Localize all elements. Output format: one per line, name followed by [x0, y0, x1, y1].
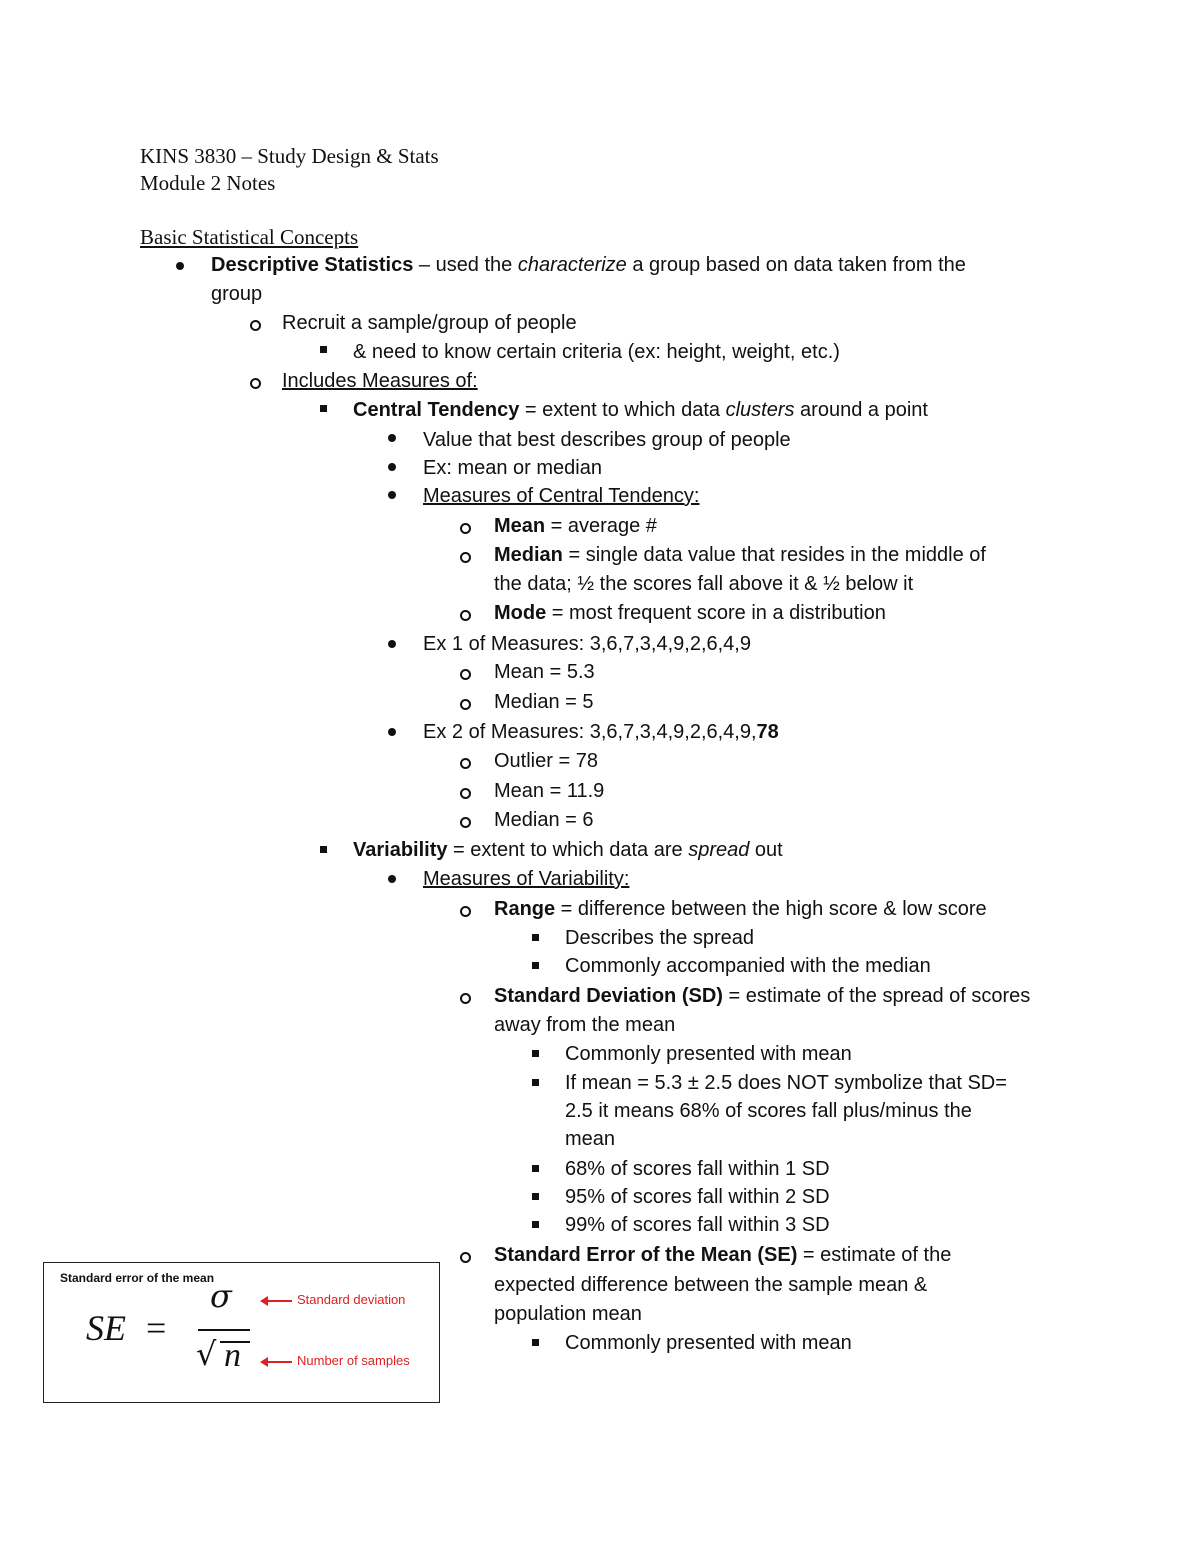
sd-item-4: 95% of scores fall within 2 SD: [565, 1186, 830, 1208]
median-line: [494, 541, 986, 570]
emphasis: spread: [688, 839, 750, 861]
term: Mode: [494, 602, 547, 624]
term: Descriptive Statistics: [211, 254, 414, 276]
bullet-circle-icon: [460, 610, 471, 621]
bullet-circle-icon: [460, 993, 471, 1004]
bullet-disc-icon: [388, 875, 396, 883]
measures-var-line: Measures of Variability:: [423, 868, 630, 890]
bullet-square-icon: [532, 1193, 539, 1200]
sd-line: [494, 982, 1030, 1011]
range-item-2: Commonly accompanied with the median: [565, 955, 931, 977]
bullet-square-icon: [532, 1221, 539, 1228]
text: = single data value that resides in the middle of: [562, 544, 986, 566]
emphasis: clusters: [725, 399, 795, 421]
formula-numerator: σ: [210, 1277, 232, 1315]
bullet-square-icon: [320, 846, 327, 853]
ex2-median-line: Median = 6: [494, 809, 594, 831]
range-item-1: Describes the spread: [565, 927, 754, 949]
arrow-left-icon: [266, 1300, 292, 1302]
recruit-line: Recruit a sample/group of people: [282, 312, 577, 334]
formula-lhs: SE: [86, 1308, 126, 1348]
text: = difference between the high score & low score: [555, 898, 987, 920]
sd-item-5: 99% of scores fall within 3 SD: [565, 1214, 830, 1236]
text: Ex 2 of Measures: 3,6,7,3,4,9,2,6,4,9,: [423, 721, 757, 743]
formula-denominator: n: [224, 1337, 241, 1374]
bullet-circle-icon: [460, 758, 471, 769]
se-item-1: Commonly presented with mean: [565, 1332, 852, 1354]
text: = estimate of the spread of scores: [722, 985, 1031, 1007]
emphasis: 78: [756, 721, 779, 743]
se-formula-figure: [43, 1262, 440, 1403]
central-tendency-line: [353, 396, 928, 425]
bullet-circle-icon: [460, 669, 471, 680]
text: = average #: [545, 515, 657, 537]
se-line-cont: expected difference between the sample mean &: [494, 1274, 928, 1296]
bullet-circle-icon: [460, 1252, 471, 1263]
sqrt-icon: √: [196, 1335, 217, 1373]
criteria-line: & need to know certain criteria (ex: height, weight, etc.): [353, 341, 840, 363]
bullet-square-icon: [532, 1165, 539, 1172]
bullet-disc-icon: [388, 640, 396, 648]
bullet-square-icon: [532, 1050, 539, 1057]
bullet-circle-icon: [460, 699, 471, 710]
bullet-disc-icon: [388, 491, 396, 499]
text: = estimate of the: [797, 1244, 952, 1266]
includes-line: Includes Measures of:: [282, 370, 478, 392]
text: – used the: [413, 254, 518, 276]
ex-mean-median-line: Ex: mean or median: [423, 457, 602, 479]
bullet-square-icon: [320, 346, 327, 353]
bullet-square-icon: [532, 1339, 539, 1346]
sd-item-3: 68% of scores fall within 1 SD: [565, 1158, 830, 1180]
text: around a point: [794, 399, 928, 421]
text: out: [749, 839, 783, 861]
term: Median: [494, 544, 563, 566]
ex1-median-line: Median = 5: [494, 691, 594, 713]
text: = extent to which data: [519, 399, 726, 421]
arrow-left-icon: [266, 1361, 292, 1363]
bullet-circle-icon: [460, 552, 471, 563]
bullet-disc-icon: [388, 728, 396, 736]
se-line-cont2: population mean: [494, 1303, 642, 1325]
ex1-line: Ex 1 of Measures: 3,6,7,3,4,9,2,6,4,9: [423, 633, 751, 655]
mode-line: [494, 599, 886, 628]
term: Variability: [353, 839, 448, 861]
sd-item-2-cont2: mean: [565, 1128, 616, 1150]
term: Central Tendency: [353, 399, 520, 421]
bullet-circle-icon: [460, 906, 471, 917]
variability-line: [353, 836, 783, 865]
bullet-circle-icon: [250, 378, 261, 389]
bullet-square-icon: [532, 1079, 539, 1086]
descriptive-statistics-line: [211, 251, 966, 280]
formula-title: Standard error of the mean: [60, 1271, 215, 1285]
ex2-mean-line: Mean = 11.9: [494, 780, 605, 802]
formula-equals: =: [146, 1308, 167, 1348]
bullet-square-icon: [320, 405, 327, 412]
label-number-of-samples: Number of samples: [297, 1353, 410, 1368]
sd-item-1: Commonly presented with mean: [565, 1043, 852, 1065]
bullet-circle-icon: [250, 320, 261, 331]
emphasis: characterize: [517, 254, 627, 276]
text: = most frequent score in a distribution: [546, 602, 886, 624]
bullet-disc-icon: [176, 262, 184, 270]
term: Standard Error of the Mean (SE): [494, 1244, 798, 1266]
ex1-mean-line: Mean = 5.3: [494, 661, 595, 683]
text: a group based on data taken from the: [626, 254, 966, 276]
ex2-line: [423, 718, 779, 747]
descriptive-statistics-cont: group: [211, 283, 263, 305]
fraction-bar: [198, 1329, 250, 1331]
section-heading: Basic Statistical Concepts: [140, 225, 359, 249]
bullet-square-icon: [532, 934, 539, 941]
measures-ct-line: Measures of Central Tendency:: [423, 485, 700, 507]
ex2-outlier-line: Outlier = 78: [494, 750, 598, 772]
value-best-line: Value that best describes group of people: [423, 429, 791, 451]
bullet-disc-icon: [388, 434, 396, 442]
mean-line: [494, 512, 657, 541]
sd-item-2-cont: 2.5 it means 68% of scores fall plus/minus the: [565, 1100, 972, 1122]
se-line: [494, 1241, 951, 1270]
median-line-cont: the data; ½ the scores fall above it & ½ below it: [494, 573, 914, 595]
text: = extent to which data are: [447, 839, 689, 861]
term: Mean: [494, 515, 546, 537]
term: Standard Deviation (SD): [494, 985, 723, 1007]
term: Range: [494, 898, 556, 920]
bullet-circle-icon: [460, 817, 471, 828]
bullet-disc-icon: [388, 463, 396, 471]
sd-item-2: If mean = 5.3 ± 2.5 does NOT symbolize that SD=: [565, 1072, 1007, 1094]
bullet-circle-icon: [460, 788, 471, 799]
module-title: Module 2 Notes: [140, 171, 276, 195]
bullet-circle-icon: [460, 523, 471, 534]
range-line: [494, 895, 987, 924]
bullet-square-icon: [532, 962, 539, 969]
course-title: KINS 3830 – Study Design & Stats: [140, 144, 439, 168]
label-standard-deviation: Standard deviation: [297, 1292, 406, 1307]
sd-line-cont: away from the mean: [494, 1014, 676, 1036]
